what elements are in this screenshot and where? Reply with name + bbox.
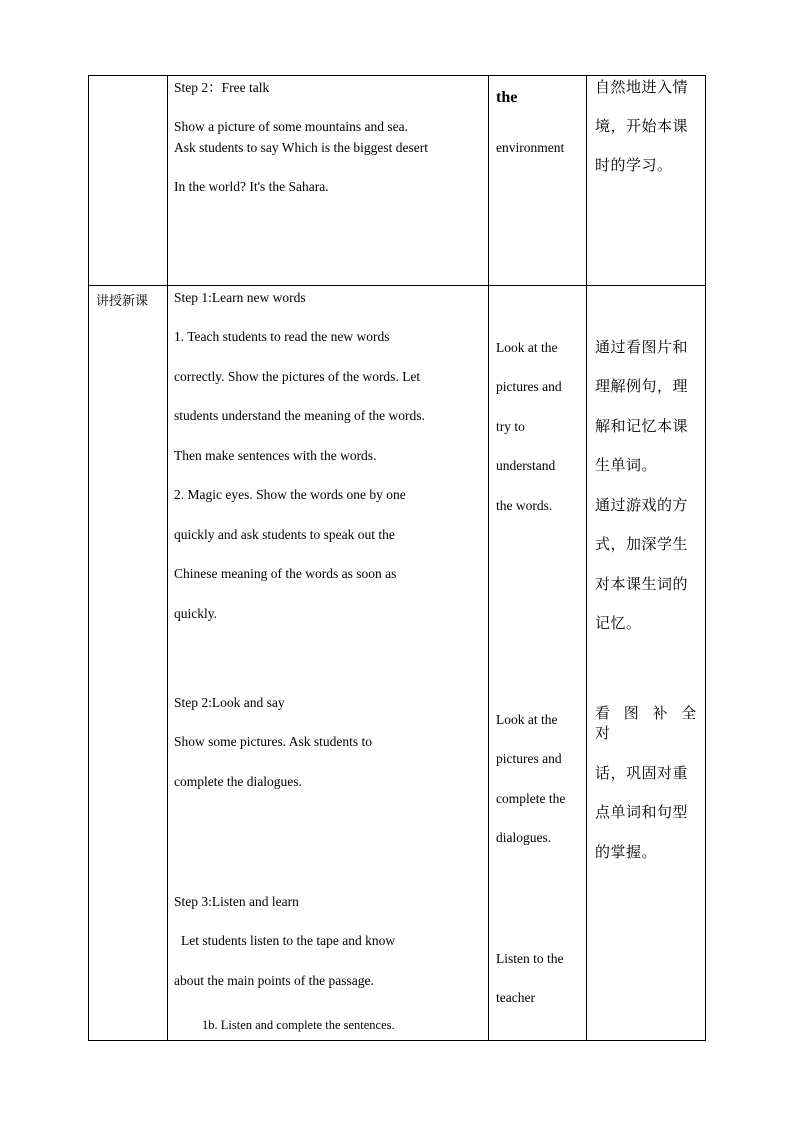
student-line: Look at the (496, 712, 558, 727)
table-border-top (88, 75, 706, 76)
activity-line: about the main points of the passage. (174, 973, 374, 988)
table-border-left (88, 75, 89, 1041)
student-line: environment (496, 140, 565, 155)
activity-line: 1b. Listen and complete the sentences. (202, 1018, 395, 1032)
table-border-bottom (88, 1040, 706, 1041)
activity-line: Then make sentences with the words. (174, 448, 377, 463)
purpose-line: 自然地进入情 (595, 78, 689, 96)
purpose-line: 通过看图片和 (595, 338, 689, 356)
student-line: pictures and (496, 751, 562, 766)
purpose-line: 通过游戏的方 (595, 496, 689, 514)
activity-line: Chinese meaning of the words as soon as (174, 566, 397, 581)
purpose-line: 时的学习。 (595, 156, 673, 174)
activity-line: correctly. Show the pictures of the words. Let (174, 369, 421, 384)
activity-line: students understand the meaning of the words. (174, 408, 425, 423)
student-line: the (496, 89, 518, 106)
table-border-right (705, 75, 706, 1041)
purpose-line: 式，加深学生 (595, 535, 689, 553)
student-line: Listen to the (496, 951, 564, 966)
activity-line: quickly and ask students to speak out the (174, 527, 395, 542)
purpose-line: 境，开始本课 (595, 117, 689, 135)
lesson-plan-table (88, 75, 706, 1041)
student-line: try to (496, 419, 525, 434)
student-line: the words. (496, 498, 553, 513)
stage-label: 讲授新课 (96, 294, 149, 309)
activity-line: In the world? It's the Sahara. (174, 179, 329, 194)
purpose-line: 解和记忆本课 (595, 417, 689, 435)
student-line: understand (496, 458, 556, 473)
column-divider-2 (488, 75, 489, 1041)
activity-line: Step 2:Look and say (174, 695, 285, 710)
activity-line: Let students listen to the tape and know (181, 933, 396, 948)
activity-line: Show a picture of some mountains and sea. (174, 119, 408, 134)
student-line: complete the (496, 791, 566, 806)
purpose-line: 记忆。 (595, 614, 642, 632)
purpose-line: 生单词。 (595, 456, 658, 474)
student-line: pictures and (496, 379, 562, 394)
purpose-line: 话，巩固对重 (595, 764, 689, 782)
student-line: dialogues. (496, 830, 552, 845)
purpose-line: 对本课生词的 (595, 575, 689, 593)
activity-line: Ask students to say Which is the biggest desert (174, 140, 428, 155)
activity-line: Step 3:Listen and learn (174, 894, 299, 909)
purpose-line: 对 (595, 724, 611, 742)
student-line: teacher (496, 990, 535, 1005)
purpose-line: 理解例句，理 (595, 377, 689, 395)
activity-line: 1. Teach students to read the new words (174, 329, 390, 344)
purpose-line: 的掌握。 (595, 843, 658, 861)
column-divider-3 (586, 75, 587, 1041)
activity-line: complete the dialogues. (174, 774, 302, 789)
activity-line: quickly. (174, 606, 217, 621)
purpose-line: 看 图 补 全 (595, 704, 697, 722)
row-divider (88, 285, 706, 286)
column-divider-1 (167, 75, 168, 1041)
student-line: Look at the (496, 340, 558, 355)
activity-line: 2. Magic eyes. Show the words one by one (174, 487, 406, 502)
purpose-line: 点单词和句型 (595, 803, 689, 821)
activity-line: Show some pictures. Ask students to (174, 734, 372, 749)
activity-line: Step 1:Learn new words (174, 290, 306, 305)
activity-line: Step 2：Free talk (174, 80, 270, 95)
